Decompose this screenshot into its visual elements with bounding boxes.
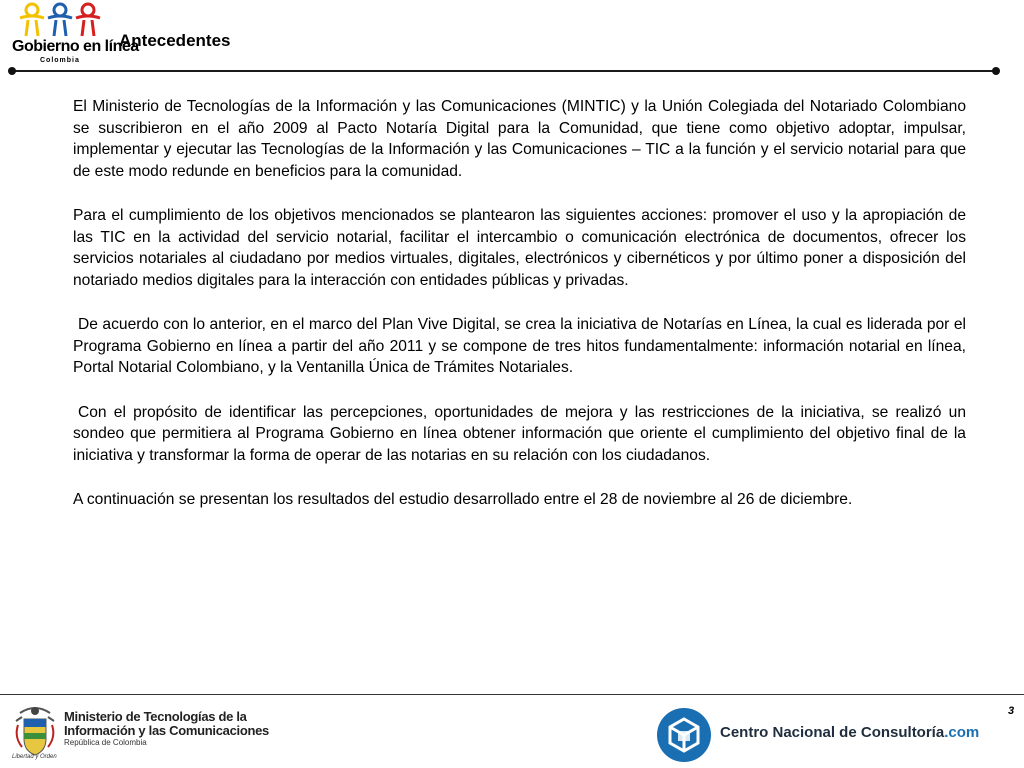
cnc-name-suffix: .com <box>944 724 980 741</box>
ministry-name-line2: Información y las Comunicaciones <box>64 723 269 738</box>
paragraph: Para el cumplimiento de los objetivos mencionados se plantearon las siguientes acciones: promover el uso y la apropiación de las TIC en la actividad del servicio notarial, facilitar el intercambio o comunicación electrónica de documentos, ofrecer los servicios notariales al ciudadano por medios virtuales, digitales, electrónicos y cibernéticos y por último poner a disposición del notariado medios digitales para la interacción con entidades públicas y privadas. <box>73 207 966 289</box>
gobierno-en-linea-logo <box>8 2 139 68</box>
cnc-name-main: Centro Nacional de Consultoría <box>720 724 945 741</box>
paragraph: Con el propósito de identificar las percepciones, oportunidades de mejora y las restricciones de la iniciativa, se realizó un sondeo que permitiera al Programa Gobierno en línea obtener información que oriente el cumplimiento del objetivo final de la iniciativa y transformar la forma de operar de las notarias en su relación con los ciudadanos. <box>73 403 966 464</box>
cnc-name <box>720 724 979 741</box>
paragraph: A continuación se presentan los resultados del estudio desarrollado entre el 28 de noviembre al 26 de diciembre. <box>73 491 853 508</box>
page-number: 3 <box>1008 705 1015 717</box>
ministry-name-line1: Ministerio de Tecnologías de la <box>64 709 247 724</box>
divider-right-dot <box>992 67 1000 75</box>
document-body <box>73 96 966 534</box>
page-title: Antecedentes <box>119 31 231 50</box>
divider-left-dot <box>8 67 16 75</box>
logo-text: Gobierno en línea <box>12 38 139 55</box>
ministry-country: República de Colombia <box>64 738 147 747</box>
logo-subtext: Colombia <box>40 57 80 64</box>
header-divider <box>11 70 996 72</box>
paragraph: El Ministerio de Tecnologías de la Información y las Comunicaciones (MINTIC) y la Unión Colegiada del Notariado Colombiano se suscribieron en el año 2009 al Pacto Notaría Digital para la Comunidad, que tiene como objetivo adoptar, impulsar, implementar y ejecutar las Tecnologías de la Información y las Comunicaciones – TIC a la función y el servicio notarial para que de este modo redunde en beneficios para la comunidad. <box>73 98 966 180</box>
paragraph: De acuerdo con lo anterior, en el marco del Plan Vive Digital, se crea la iniciativa de Notarías en Línea, la cual es liderada por el Programa Gobierno en línea a partir del año 2011 y se compone de tres hitos fundamentalmente: información notarial en línea, Portal Notarial Colombiano, y la Ventanilla Única de Trámites Notariales. <box>73 316 966 376</box>
cnc-logo-icon <box>656 707 712 763</box>
people-figures-icon <box>14 2 106 38</box>
footer-divider <box>0 694 1024 695</box>
motto-text: Libertad y Orden <box>12 754 57 760</box>
ministry-logo <box>64 710 269 748</box>
